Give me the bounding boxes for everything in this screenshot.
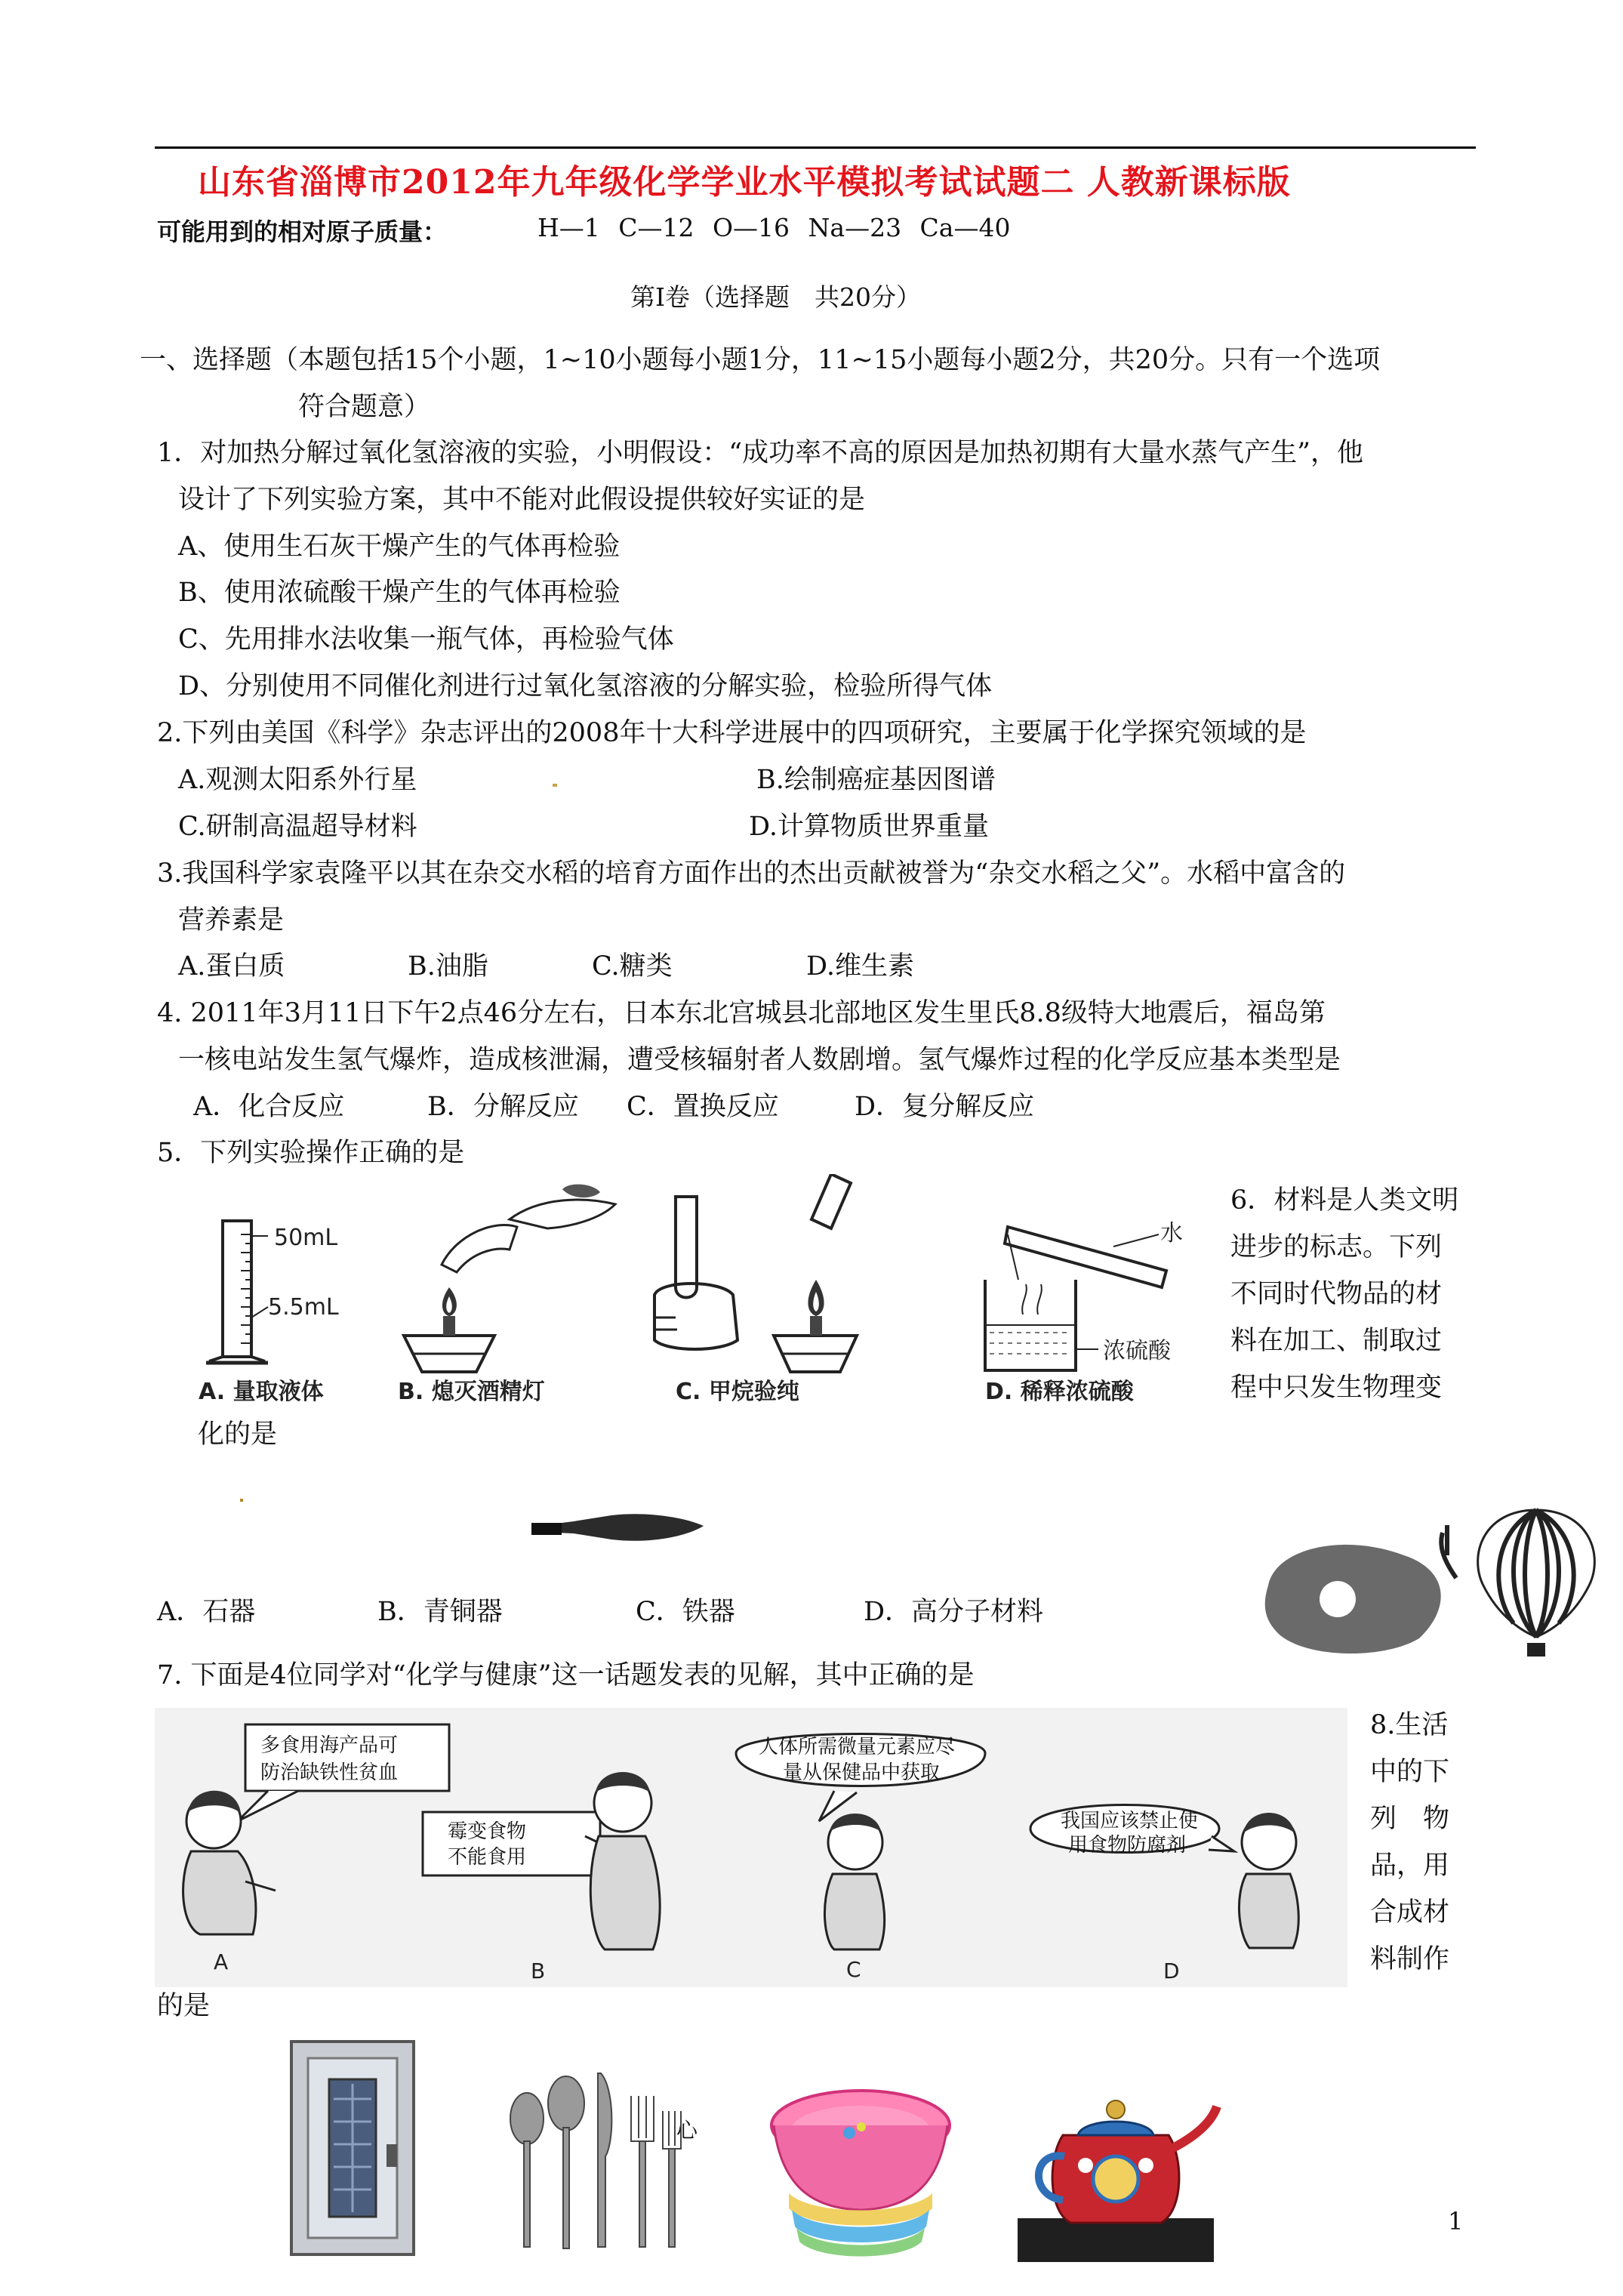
alcohol-lamp-icon [404,1287,494,1372]
bubble-d-line1: 我国应该禁止使 [1061,1810,1199,1832]
label-conc-acid: 浓硫酸 [1103,1338,1171,1364]
stone-tool-icon [1253,1525,1457,1661]
q1-option-a: A、使用生石灰干燥产生的气体再检验 [178,532,621,562]
bubble-d-line2: 用食物防腐剂 [1068,1834,1187,1857]
q3-line2: 营养素是 [178,905,285,935]
q8-line2: 中的下 [1370,1757,1450,1787]
q8-tail: 的是 [157,1991,211,2021]
graduated-cylinder-icon [206,1221,268,1363]
q8-line4: 品，用 [1370,1851,1450,1881]
person-label-b: B [531,1959,546,1983]
q6-option-c: C．铁器 [636,1597,735,1627]
ink-speck [553,784,557,787]
q4-option-d: D．复分解反应 [855,1092,1035,1122]
q6-line1: 6．材料是人类文明 [1230,1185,1459,1216]
student-d-icon [1239,1813,1298,1948]
q6-line3: 不同时代物品的材 [1230,1279,1443,1309]
bubble-c-line2: 量从保健品中获取 [783,1761,941,1784]
label-50ml: 50mL [274,1225,338,1251]
page-title: 山东省淄博市2012年九年级化学学业水平模拟考试试题二 人教新课标版 [198,163,1291,202]
student-b-icon [590,1772,660,1949]
page-number: 1 [1448,2207,1464,2236]
q2-stem: 2.下列由美国《科学》杂志评出的2008年十大科学进展中的四项研究，主要属于化学探究领域的是 [157,718,1307,748]
person-label-c: C [846,1957,861,1982]
q4-option-c: C．置换反应 [627,1092,779,1122]
bubble-c-line1: 人体所需微量元素应尽 [759,1736,956,1758]
q2-option-c: C.研制高温超导材料 [178,812,417,842]
q6-line2: 进步的标志。下列 [1230,1232,1443,1262]
q7-cartoon [155,1708,1347,1987]
person-label-d: D [1163,1959,1180,1983]
atomic-mass-label: 可能用到的相对原子质量： [157,217,448,246]
beaker-icon [985,1280,1076,1370]
q6-option-b: B．青铜器 [377,1597,503,1627]
fig-label-b: B. 熄灭酒精灯 [398,1379,545,1405]
q3-option-a: A.蛋白质 [178,951,285,982]
bubble-a-line2: 防治缺铁性贫血 [260,1761,399,1784]
q6-option-d: D．高分子材料 [864,1597,1044,1627]
student-c-icon [824,1814,884,1949]
q4-option-a: A．化合反应 [193,1092,345,1122]
q7-stem: 7. 下面是4位同学对“化学与健康”这一话题发表的见解，其中正确的是 [157,1660,975,1690]
person-label-a: A [214,1949,229,1974]
q6-line4: 料在加工、制取过 [1230,1326,1443,1356]
q1-line1: 1．对加热分解过氧化氢溶液的实验，小明假设：“成功率不高的原因是加热初期有大量水蒸气产生”，他 [157,438,1364,468]
q3-option-d: D.维生素 [806,951,914,982]
q8-line1: 8.生活 [1370,1710,1449,1740]
atomic-mass-values: H—1 C—12 O—16 Na—23 Ca—40 [537,213,1011,242]
q2-option-a: A.观测太阳系外行星 [178,765,417,795]
cutlery-icon [504,2066,693,2262]
q8-line3: 列 物 [1370,1804,1450,1834]
pouring-tube-icon [1005,1227,1166,1349]
q6-line5: 程中只发生物理变 [1230,1373,1443,1403]
fig-label-a: A. 量取液体 [199,1379,324,1405]
q8-line5: 合成材 [1370,1897,1450,1928]
q1-option-c: C、先用排水法收集一瓶气体，再检验气体 [178,624,674,655]
part-instructions-line2: 符合题意） [298,392,431,422]
alcohol-lamp-icon [774,1280,857,1372]
q8-line6: 料制作 [1370,1944,1450,1974]
section-header: 第Ⅰ卷（选择题 共20分） [630,282,922,312]
fig-label-d: D. 稀释浓硫酸 [985,1379,1134,1405]
q5-figure [192,1174,1204,1408]
ink-speck [240,1499,243,1502]
part-instructions-line1: 一、选择题（本题包括15个小题，1~10小题每小题1分，11~15小题每小题2分，共20分。只有一个选项 [140,345,1381,375]
bubble-b-line1: 霉变食物 [448,1820,527,1843]
q6-tail: 化的是 [198,1419,278,1450]
q2-option-d: D.计算物质世界重量 [749,812,989,842]
top-rule [155,146,1476,149]
q3-line1: 3.我国科学家袁隆平以其在杂交水稻的培育方面作出的杰出贡献被誉为“杂交水稻之父”。水稻中富含的 [157,858,1346,889]
hot-air-balloon-icon [1438,1502,1612,1669]
label-water: 水 [1160,1220,1183,1247]
q6-option-a: A．石器 [157,1597,256,1627]
bronze-blade-icon [528,1499,710,1559]
bubble-a-line1: 多食用海产品可 [260,1734,399,1757]
q1-option-b: B、使用浓硫酸干燥产生的气体再检验 [178,578,621,608]
steel-door-icon [288,2039,417,2257]
q1-option-d: D、分别使用不同催化剂进行过氧化氢溶液的分解实验，检验所得气体 [178,671,993,701]
plastic-basins-icon [766,2080,955,2261]
q3-option-b: B.油脂 [408,951,488,982]
label-5-5ml: 5.5mL [268,1294,339,1321]
cloisonne-teapot-icon [1010,2067,1221,2265]
q3-option-c: C.糖类 [592,951,673,982]
fig-label-c: C. 甲烷验纯 [676,1379,799,1405]
stray-char: 心 [676,2118,698,2143]
hand-blowing-icon [442,1185,615,1272]
q1-line2: 设计了下列实验方案，其中不能对此假设提供较好实证的是 [178,485,866,515]
bubble-b-line2: 不能食用 [448,1846,527,1869]
q4-line2: 一核电站发生氢气爆炸，造成核泄漏，遭受核辐射者人数剧增。氢气爆炸过程的化学反应基本类型是 [178,1045,1341,1075]
q5-stem: 5．下列实验操作正确的是 [157,1138,465,1168]
q4-line1: 4. 2011年3月11日下午2点46分左右，日本东北宫城县北部地区发生里氏8.8级特大地震后，福岛第 [157,998,1326,1028]
q2-option-b: B.绘制癌症基因图谱 [756,765,996,795]
q4-option-b: B．分解反应 [427,1092,579,1122]
